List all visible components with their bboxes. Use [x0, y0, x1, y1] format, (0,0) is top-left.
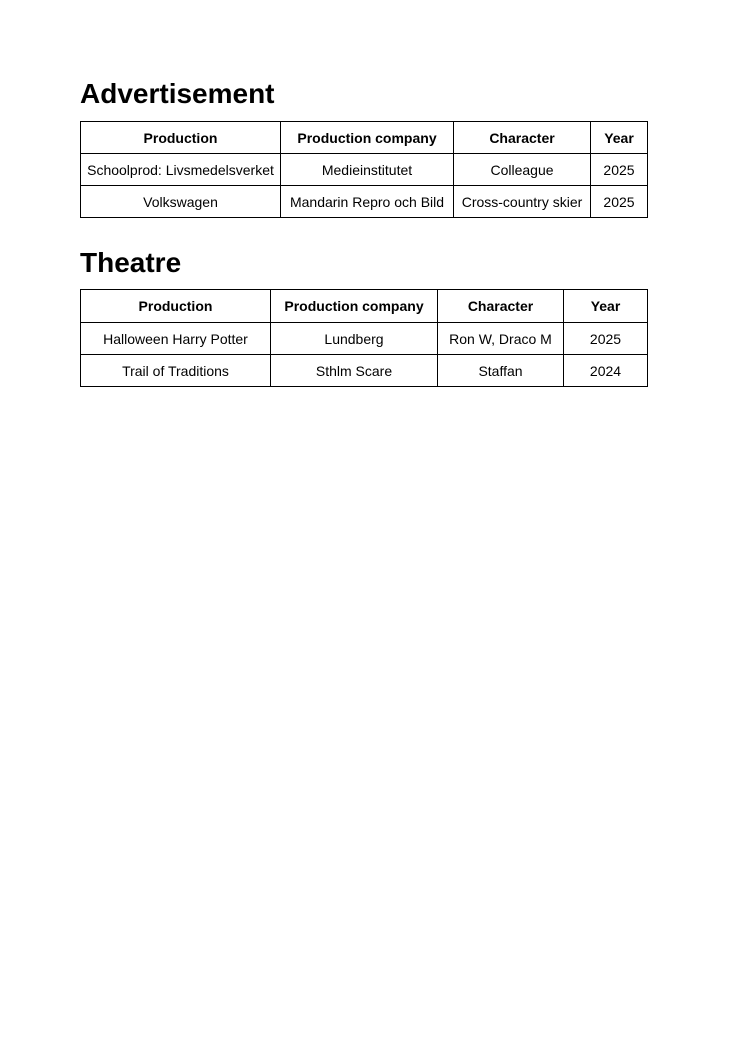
- cell-production-company: Lundberg: [271, 323, 438, 355]
- cell-character: Staffan: [438, 355, 564, 387]
- table-header-row: [81, 122, 648, 154]
- advertisement-table: [80, 121, 648, 218]
- section-heading-advertisement: Advertisement: [80, 78, 275, 109]
- table-row: [81, 186, 648, 218]
- cell-production: Trail of Traditions: [81, 355, 271, 387]
- table-row: [81, 154, 648, 186]
- cell-production: Schoolprod: Livsmedelsverket: [81, 154, 281, 186]
- column-header-production-company: Production company: [281, 122, 454, 154]
- table-row: [81, 323, 648, 355]
- cell-year: 2025: [564, 323, 648, 355]
- cell-production-company: Sthlm Scare: [271, 355, 438, 387]
- theatre-table: [80, 289, 648, 387]
- column-header-production: Production: [81, 290, 271, 323]
- cell-year: 2024: [564, 355, 648, 387]
- cell-production: Volkswagen: [81, 186, 281, 218]
- table-row: [81, 355, 648, 387]
- cell-production-company: Medieinstitutet: [281, 154, 454, 186]
- cell-character: Cross-country skier: [454, 186, 591, 218]
- section-heading-theatre: Theatre: [80, 247, 182, 278]
- column-header-production: Production: [81, 122, 281, 154]
- cell-character: Ron W, Draco M: [438, 323, 564, 355]
- column-header-character: Character: [438, 290, 564, 323]
- column-header-character: Character: [454, 122, 591, 154]
- cell-production: Halloween Harry Potter: [81, 323, 271, 355]
- cell-year: 2025: [591, 154, 648, 186]
- cell-year: 2025: [591, 186, 648, 218]
- column-header-production-company: Production company: [271, 290, 438, 323]
- cell-production-company: Mandarin Repro och Bild: [281, 186, 454, 218]
- column-header-year: Year: [564, 290, 648, 323]
- column-header-year: Year: [591, 122, 648, 154]
- table-header-row: [81, 290, 648, 323]
- cell-character: Colleague: [454, 154, 591, 186]
